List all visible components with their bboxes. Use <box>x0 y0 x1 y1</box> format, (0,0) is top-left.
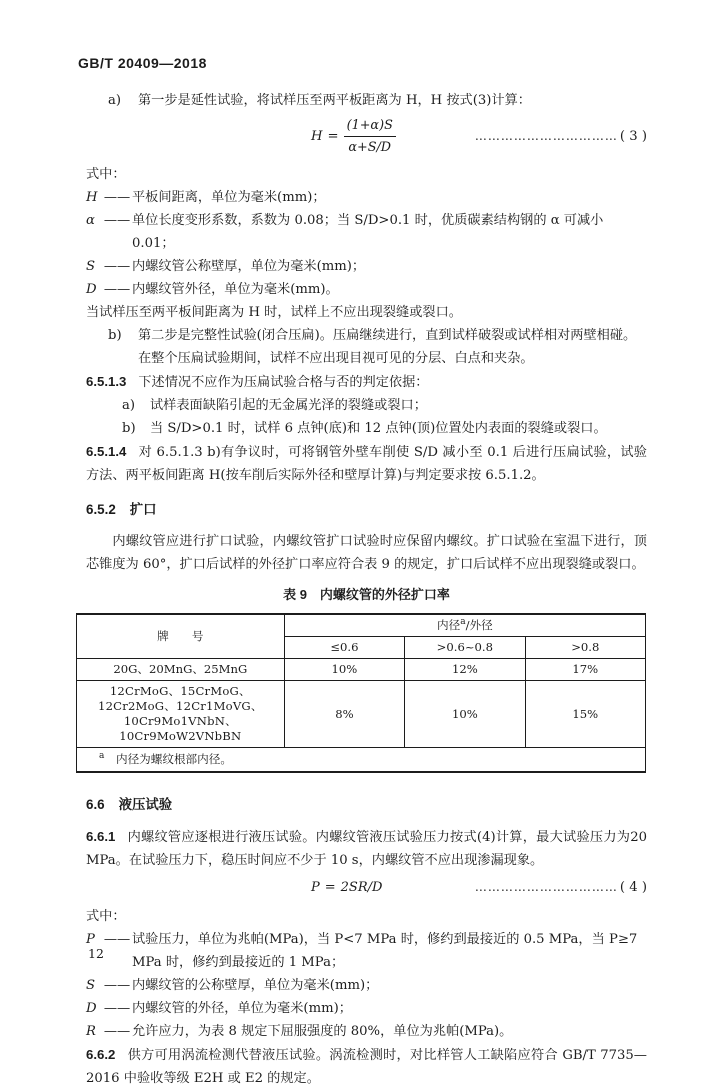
list-item-label: b) <box>122 421 136 436</box>
definition-dash: —— <box>103 259 131 274</box>
definition-dash: —— <box>103 190 131 205</box>
clause-6.6.1 <box>86 825 647 872</box>
definition-term: P <box>86 931 95 947</box>
list-item-text: 第一步是延性试验，将试样压至两平板距离为 H，H 按式(3)计算： <box>138 93 531 108</box>
definition-D2 <box>86 997 647 1020</box>
list-item-b <box>108 324 647 370</box>
clause-number: 6.6.1 <box>86 828 116 844</box>
clause-6.5.1.4 <box>86 440 647 487</box>
definition-text: 平板间距离，单位为毫米(mm)； <box>132 190 326 205</box>
definition-dash: —— <box>103 1000 131 1016</box>
clause-text: 供方可用涡流检测代替液压试验。涡流检测时，对比样管人工缺陷应符合 GB/T 7735—2016 中验收等级 E2H 或 E2 的规定。 <box>86 1047 647 1086</box>
table-9 <box>76 613 646 773</box>
definition-term: α <box>86 213 95 228</box>
table-header-grade: 牌 号 <box>77 614 285 659</box>
definition-dash: —— <box>103 977 131 993</box>
formula-3-reference <box>396 125 647 148</box>
table-footnote-row <box>77 748 646 772</box>
list-item-text: 试样表面缺陷引起的无金属光泽的裂缝或裂口； <box>150 398 427 413</box>
definition-text: 内螺纹管的公称壁厚，单位为毫米(mm)； <box>132 977 379 993</box>
table-header-col: >0.8 <box>525 637 645 659</box>
formula-4-reference <box>382 876 647 899</box>
definition-dash: —— <box>103 1023 131 1039</box>
value-cell: 10% <box>284 659 404 681</box>
clause-text: 下述情况不应作为压扁试验合格与否的判定依据： <box>138 375 429 390</box>
definition-text: 单位长度变形系数，系数为 0.08；当 S/D>0.1 时，优质碳素结构钢的 α 可减小 0.01； <box>132 213 604 251</box>
clause-number: 6.5.1.3 <box>86 374 127 389</box>
where-label: 式中： <box>86 167 126 182</box>
grade-cell: 12CrMoG、15CrMoG、12Cr2MoG、12Cr1MoVG、10Cr9Mo1VNbN、10Cr9MoW2VNbBN <box>77 681 285 748</box>
equals-sign: = <box>327 129 339 144</box>
value-cell: 10% <box>405 681 525 748</box>
page-number: 12 <box>88 946 104 961</box>
sub-item-a <box>122 394 647 417</box>
definition-term: H <box>86 190 98 205</box>
where-label: 式中： <box>86 908 126 924</box>
table-header-ratio-group <box>284 614 645 637</box>
definition-S2 <box>86 974 647 997</box>
heading-title: 液压试验 <box>118 796 173 812</box>
value-cell: 12% <box>405 659 525 681</box>
footnote-marker: a <box>460 617 466 628</box>
formula-3-expression <box>311 116 396 157</box>
definition-text: 内螺纹管外径，单位为毫米(mm)。 <box>132 282 339 297</box>
formula-4-lhs: P <box>311 879 320 895</box>
clause-number: 6.6.2 <box>86 1046 116 1062</box>
table-footnote <box>77 748 646 772</box>
paragraph-6.5.2: 内螺纹管应进行扩口试验，内螺纹管扩口试验时应保留内螺纹。扩口试验在室温下进行，顶芯锥度为 60°，扩口后试样的外径扩口率应符合表 9 的规定，扩口后试样不应出现裂缝或裂口。 <box>86 534 647 572</box>
list-item-label: a) <box>122 398 136 413</box>
equals-sign: = <box>324 879 336 895</box>
clause-6.5.1.3 <box>86 370 647 394</box>
table-row <box>77 681 646 748</box>
list-item-text: 第二步是完整性试验(闭合压扁)。压扁继续进行，直到试样破裂或试样相对两壁相碰。在整个压扁试验期间，试样不应出现目视可见的分层、白点和夹杂。 <box>138 328 637 366</box>
formula-3-lhs: H <box>311 129 323 144</box>
equation-number: ( 3 ) <box>619 129 647 144</box>
formula-3 <box>86 116 647 157</box>
sub-item-b <box>122 417 647 440</box>
definition-dash: —— <box>103 282 131 297</box>
heading-6.5.2 <box>86 498 647 521</box>
definition-term: R <box>86 1023 96 1039</box>
value-cell: 17% <box>525 659 645 681</box>
equation-number: ( 4 ) <box>619 879 647 895</box>
table-header-col: >0.6~0.8 <box>405 637 525 659</box>
definition-term: D <box>86 1000 97 1016</box>
formula-4-expression <box>311 876 382 899</box>
grade-cell: 20G、20MnG、25MnG <box>77 659 285 681</box>
clause-number: 6.6 <box>86 796 105 812</box>
ratio-label-rest: /外径 <box>465 618 493 632</box>
definition-text: 内螺纹管的外径，单位为毫米(mm)； <box>132 1000 352 1016</box>
formula-4-rhs: 2SR/D <box>340 879 383 895</box>
clause-number: 6.5.1.4 <box>86 444 127 459</box>
definition-term: S <box>86 259 96 274</box>
note-paragraph: 当试样压至两平板间距离为 H 时，试样上不应出现裂缝或裂口。 <box>86 305 462 320</box>
definition-P <box>86 928 647 974</box>
footnote-marker: a <box>99 750 105 761</box>
fraction <box>344 116 396 157</box>
table-9-caption: 表 9 内螺纹管的外径扩口率 <box>283 587 450 602</box>
definition-text: 试验压力，单位为兆帕(MPa)，当 P<7 MPa 时，修约到最接近的 0.5 MPa，当 P≥7 MPa 时，修约到最接近的 1 MPa； <box>132 931 638 970</box>
clause-number: 6.5.2 <box>86 502 116 517</box>
definition-text: 内螺纹管公称壁厚，单位为毫米(mm)； <box>132 259 366 274</box>
clause-text: 内螺纹管应逐根进行液压试验。内螺纹管液压试验压力按式(4)计算，最大试验压力为20 MPa。在试验压力下，稳压时间应不少于 10 s，内螺纹管不应出现渗漏现象。 <box>86 829 647 868</box>
definition-text: 允许应力，为表 8 规定下屈服强度的 80%，单位为兆帕(MPa)。 <box>132 1023 513 1039</box>
table-header-col: ≤0.6 <box>284 637 404 659</box>
value-cell: 8% <box>284 681 404 748</box>
definition-R <box>86 1020 647 1043</box>
list-item-label: b) <box>108 328 122 343</box>
dotted-leader: …………………………… <box>474 879 618 894</box>
list-item-label: a) <box>108 93 122 108</box>
list-item-a <box>108 89 647 112</box>
footnote-text: 内径为螺纹根部内径。 <box>104 751 232 766</box>
definition-alpha <box>86 209 647 255</box>
fraction-denominator: α+S/D <box>348 140 392 155</box>
standard-number: GB/T 20409—2018 <box>78 55 207 71</box>
dotted-leader: …………………………… <box>474 129 618 143</box>
definition-dash: —— <box>103 931 131 947</box>
list-item-text: 当 S/D>0.1 时，试样 6 点钟(底)和 12 点钟(顶)位置处内表面的裂缝或裂口。 <box>150 421 607 436</box>
heading-title: 扩口 <box>129 502 157 517</box>
value-cell: 15% <box>525 681 645 748</box>
definition-term: S <box>86 977 96 993</box>
definition-term: D <box>86 282 97 297</box>
table-row <box>77 659 646 681</box>
table-header-row-1 <box>77 614 646 637</box>
formula-4 <box>86 876 647 899</box>
definition-H <box>86 186 647 209</box>
definition-S <box>86 255 647 278</box>
definition-D <box>86 278 647 301</box>
clause-text: 对 6.5.1.3 b)有争议时，可将钢管外壁车削使 S/D 减小至 0.1 后进行压扁试验，试验方法、两平板间距离 H(按车削后实际外径和壁厚计算)与判定要求按 6.5.1.2。 <box>86 445 647 483</box>
definition-dash: —— <box>103 213 131 228</box>
ratio-label: 内径 <box>437 618 461 632</box>
clause-6.6.2 <box>86 1043 647 1090</box>
heading-6.6 <box>86 793 647 816</box>
fraction-numerator: (1+α)S <box>344 116 396 137</box>
